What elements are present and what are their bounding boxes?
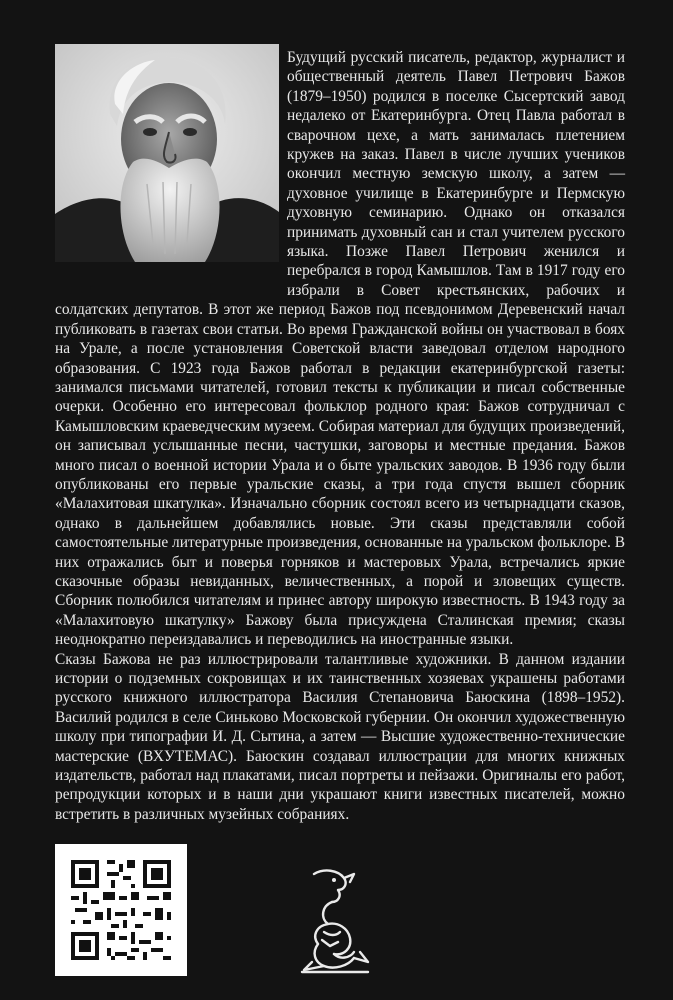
- portrait-spacer: [55, 48, 287, 286]
- qr-code-icon: [55, 844, 187, 976]
- qr-code: [55, 844, 187, 976]
- biography-paragraph-bazhov: Будущий русский писатель, редактор, журналист и общественный деятель Павел Петрович Бажов (1879–1950) родился в поселке Сысертский завод недалеко от Екатеринбурга. Отец Павла работал в сварочном цехе, а мать занималась плетением кружев на заказ. Павел в числе лучших учеников окончил местную земскую школу, а затем — духовное училище в Екатеринбурге и Пермскую духовную семинарию. Однако он отказался принимать духовный сан и стал учителем русского языка. Позже Павел Петрович женился и перебрался в город Камышлов. Там в 1917 году его избрали в Совет крестьянских, рабочих и солдатских депутатов. В этот же период Бажов под псевдонимом Деревенский начал публиковать в газетах свои статьи. Во время Гражданской войны он участвовал в боях на Урале, а после установления Советской власти заведовал отделом народного образования. С 1923 года Бажов работал в редакции екатеринбургской газеты: занимался письмами читателей, готовил тексты к публикации и писал собственные очерки. Особенно его интересовал фольклор родного края: Бажов сотрудничал с Камышловским краеведческим музеем. Собирая материал для будущих произведений, он записывал услышанные песни, частушки, заговоры и местные предания. Бажов много писал о военной истории Урала и о быте уральских заводов. В 1936 году были опубликованы его первые уральские сказы, а три года спустя вышел сборник «Малахитовая шкатулка». Изначально сборник состоял всего из четырнадцати сказов, однако в дальнейшем добавлялись новые. Эти сказы представляли собой самостоятельные литературные произведения, основанные на уральском фольклоре. В них отражались быт и поверья горняков и мастеровых Урала, встречались яркие сказочные образы невиданных, величественных, а порой и зловещих существ. Сборник полюбился читателям и принес автору широкую известность. В 1943 году за «Малахитовую шкатулку» Бажову была присуждена Сталинская премия; сказы неоднократно переиздавались и переводились на иностранные языки.: [55, 49, 625, 649]
- biography-paragraph-illustrator: Сказы Бажова не раз иллюстрировали талантливые художники. В данном издании истории о подземных сокровищах и их таинственных хозяевах украшены работами русского книжного иллюстратора Василия Степановича Баюскина (1898–1952). Василий родился в селе Синьково Московской губернии. Он окончил художественную школу при типографии И. Д. Сытина, а затем — Высшие художественно-технические мастерские (ВХУТЕМАС). Баюскин создавал иллюстрации для многих книжных издательств, работал над плакатами, писал портреты и пейзажи. Оригиналы его работ, репродукции которых и в наши дни украшают книги известных писателей, можно встретить в различных музейных собраниях.: [55, 650, 625, 823]
- dragon-logo-icon: [294, 866, 376, 978]
- biography-text: [55, 48, 625, 824]
- publisher-logo: [294, 866, 376, 978]
